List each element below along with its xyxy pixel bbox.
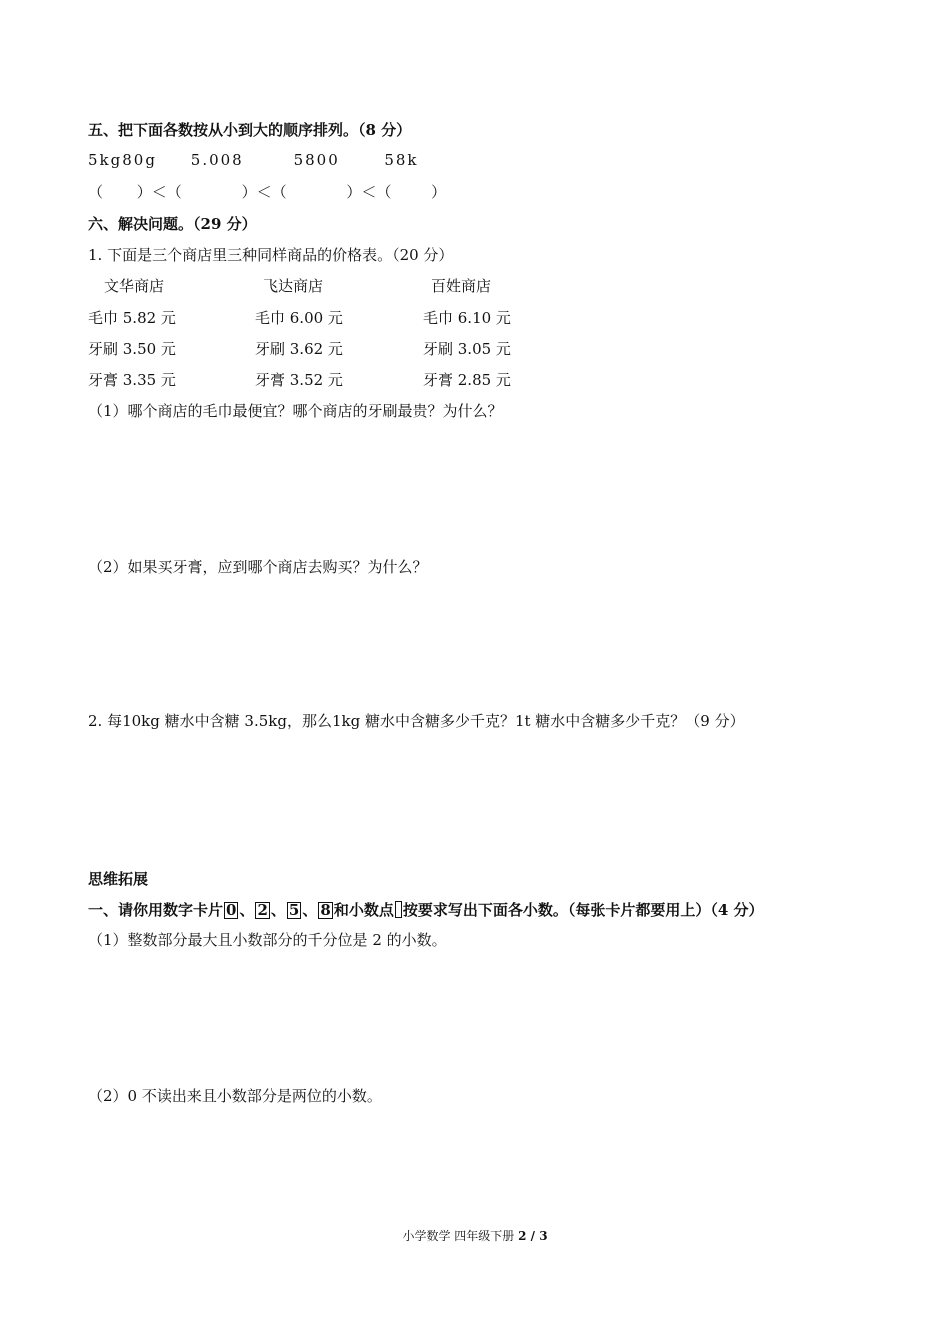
thinking-q1-suffix: 按要求写出下面各小数。（每张卡片都要用上）（4 分） bbox=[402, 901, 764, 919]
number-item: 5kg80g bbox=[88, 151, 157, 169]
number-item: 58k bbox=[384, 151, 419, 169]
section5-numbers bbox=[88, 150, 419, 170]
question-1-sub-2: （2）如果买牙膏，应到哪个商店去购买？为什么？ bbox=[88, 558, 428, 576]
price-cell: 牙膏 2.85 元 bbox=[423, 371, 511, 389]
thinking-q1-mid: 和小数点 bbox=[333, 901, 394, 919]
digit-card-2: 2 bbox=[257, 901, 268, 919]
section5-title: 五、把下面各数按从小到大的顺序排列。（8 分） bbox=[88, 121, 412, 139]
digit-card-8: 8 bbox=[320, 901, 331, 919]
price-cell: 毛巾 6.00 元 bbox=[255, 309, 343, 327]
number-item: 5800 bbox=[293, 151, 340, 169]
page-footer bbox=[0, 1228, 950, 1244]
price-cell: 毛巾 5.82 元 bbox=[88, 309, 176, 327]
digit-card-0: 0 bbox=[226, 901, 237, 919]
question-1-sub-1: （1）哪个商店的毛巾最便宜？哪个商店的牙刷最贵？为什么？ bbox=[88, 402, 503, 420]
shop-header: 百姓商店 bbox=[431, 277, 492, 295]
price-cell: 牙刷 3.05 元 bbox=[423, 340, 511, 358]
section6-title: 六、解决问题。（29 分） bbox=[88, 215, 257, 233]
separator: 、 bbox=[239, 901, 255, 919]
question-2: 2. 每10kg 糖水中含糖 3.5kg，那么1kg 糖水中含糖多少千克？1t 糖水中含糖多少千克？（9 分） bbox=[88, 712, 745, 730]
answer-slot: （ bbox=[88, 183, 104, 201]
thinking-question-1 bbox=[88, 900, 764, 920]
thinking-q1-prefix: 一、请你用数字卡片 bbox=[88, 901, 224, 919]
price-cell: 毛巾 6.10 元 bbox=[423, 309, 511, 327]
answer-slot: ）＜（ bbox=[241, 183, 287, 201]
decimal-point-card bbox=[395, 901, 402, 918]
separator: 、 bbox=[302, 901, 318, 919]
price-cell: 牙膏 3.35 元 bbox=[88, 371, 176, 389]
page-number: 2 / 3 bbox=[518, 1229, 548, 1243]
separator: 、 bbox=[270, 901, 286, 919]
thinking-heading: 思维拓展 bbox=[88, 870, 149, 888]
answer-slot: ）＜（ bbox=[136, 183, 182, 201]
answer-slot: ）＜（ bbox=[346, 183, 392, 201]
thinking-sub-1: （1）整数部分最大且小数部分的千分位是 2 的小数。 bbox=[88, 931, 447, 949]
price-cell: 牙刷 3.50 元 bbox=[88, 340, 176, 358]
answer-slot: ） bbox=[431, 183, 447, 201]
thinking-sub-2: （2）0 不读出来且小数部分是两位的小数。 bbox=[88, 1087, 382, 1105]
section5-answer-slots bbox=[88, 182, 446, 202]
price-cell: 牙膏 3.52 元 bbox=[255, 371, 343, 389]
price-cell: 牙刷 3.62 元 bbox=[255, 340, 343, 358]
footer-text: 小学数学 四年级下册 bbox=[402, 1229, 515, 1243]
shop-header: 文华商店 bbox=[104, 277, 165, 295]
number-item: 5.008 bbox=[190, 151, 244, 169]
shop-header: 飞达商店 bbox=[263, 277, 324, 295]
digit-card-5: 5 bbox=[288, 901, 300, 919]
question-1: 1. 下面是三个商店里三种同样商品的价格表。（20 分） bbox=[88, 246, 454, 264]
